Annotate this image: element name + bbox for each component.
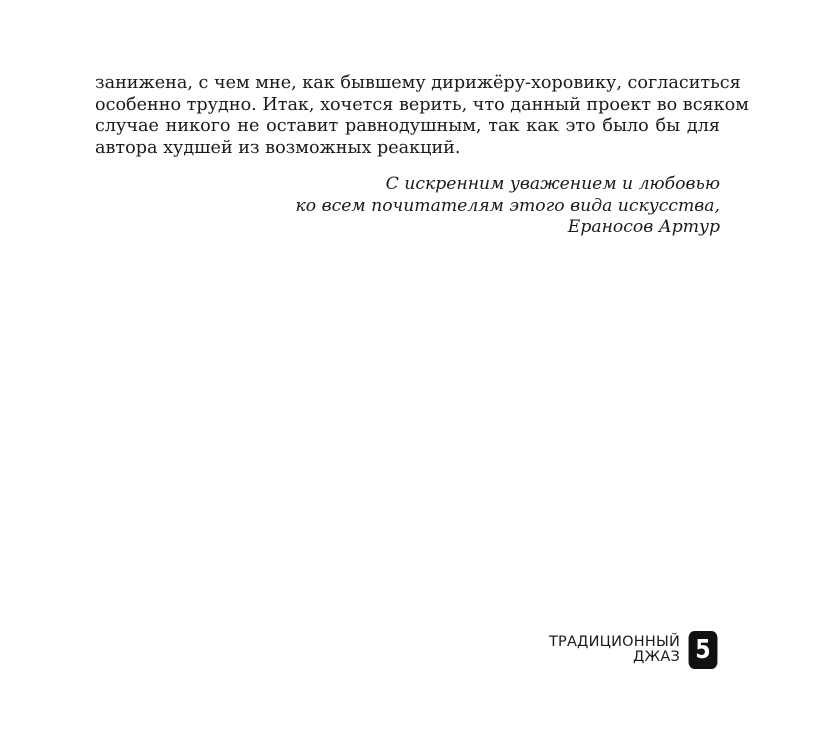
running-title-line: ТРАДИЦИОННЫЙ [548,633,680,650]
paragraph-line: автора худшей из возможных реакций. [95,137,461,158]
signature-line: С искренним уважением и любовью [385,174,720,194]
paragraph-line: занижена, с чем мне, как бывшему дирижёру-хоровику, согласиться [95,73,741,93]
page-number-badge: 5 [689,631,718,669]
signature-author: Ераносов Артур [567,217,720,237]
running-title-line: ДЖАЗ [633,649,680,665]
running-title [549,635,680,666]
paragraph-line: случае никого не оставит равнодушным, так как это было бы для [95,116,720,136]
signature-line: ко всем почитателям этого вида искусства, [295,195,720,216]
body-paragraph [95,73,749,159]
page-footer [549,631,720,669]
signature-block [296,174,720,239]
paragraph-line: особенно трудно. Итак, хочется верить, что данный проект во всяком [95,94,749,115]
